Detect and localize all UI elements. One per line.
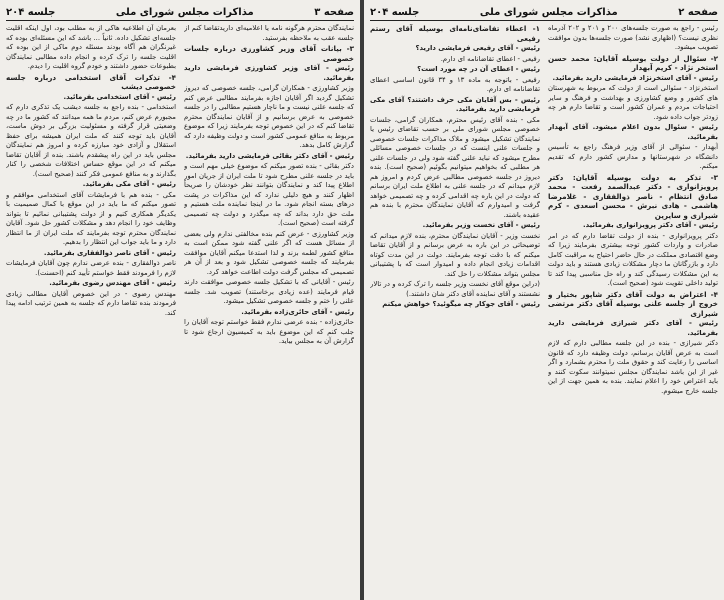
- paragraph: وزیر کشاورزی - همکاران گرامی، جلسه خصوصی که دیروز تشکیل گردید اگر آقایان اجازه بفرمایند مطالبی عرض کنم که جلسه علنی نیست و ما ناچار هستیم مطالبی را در جلسه خصوصی به عرض برسانیم و از آقایان نمایندگان محترم تقاضا کنم که در این خصوص توجه بفرمایند زیرا که موضوع مربوط به منافع عمومی کشور است و دولت وظیفه دارد که گزارش کامل بدهد.: [184, 84, 354, 149]
- left-page-column-right: [184, 24, 354, 596]
- paragraph: استخرنژاد - سئوالی است از دولت که مربوط به شهرستان های کشور و وضع کشاورزی و بهداشت و فرهنگ و سایر احتیاجات مردم و عمران کشور است و تقاضا دارم هر چه زودتر جواب داده شود.: [548, 84, 718, 121]
- paragraph: رئیس - آقایانی که با تشکیل جلسه خصوصی موافقت دارند قیام فرمایند (عده زیادی برخاستند) تصویب شد. جلسه علنی را ختم و جلسه خصوصی تشکیل میشود.: [184, 278, 354, 305]
- section-heading: ۴- اعتراض به دولت آقای دکتر شاپور بختیار و خروج از جلسه علنی بوسیله آقای دکتر مرتضی شیرازی: [548, 289, 718, 318]
- speaker-line: رئیس - آقای دکتر بقائی فرمایشی دارید بفرمائید.: [185, 151, 354, 160]
- speaker-line: رئیس - آقای ناصر ذوالفقاری بفرمائید.: [43, 248, 176, 257]
- speaker-line: رئیس - آقای وزیر کشاورزی فرمایشی دارید بفرمائید.: [184, 64, 354, 82]
- paragraph: دکتر بقائی - بنده تصور میکنم که موضوع خیلی مهم است و باید در جلسه علنی مطرح شود تا ملت ایران از جریان امور اطلاع پیدا کند و نمایندگان بتوانند نظر خودشان را صریحاً اظهار کنند و هیچ دلیلی ندارد که این مذاکرات در پشت درهای بسته انجام شود. ما در اینجا نماینده ملت هستیم و ملت حق دارد بداند که چه میگذرد و دولت چه تصمیمی گرفته است (صحیح است).: [184, 162, 354, 227]
- paragraph: دکتر شیرازی - بنده در این جلسه مطالبی دارم که لازم است به عرض آقایان برسانم، دولت وظیفه دارد که قانون اساسی را رعایت کند و حقوق ملت را محترم بشمارد و اگر غیر از این باشد نمایندگان مجلس نمیتوانند سکوت کنند و باید اعتراض خود را اعلام نمایند. بنده به همین جهت از این جلسه خارج میشوم.: [548, 339, 718, 395]
- paragraph: وزیر کشاورزی - عرض کنم بنده مخالفتی ندارم ولی بعضی از مسائل هست که اگر علنی گفته شود ممکن است به منافع کشور لطمه بزند و لذا استدعا میکنم آقایان موافقت بفرمایند که جلسه خصوصی تشکیل شود و بعد از آن هر تصمیمی که مجلس گرفت دولت اطاعت خواهد کرد.: [184, 229, 354, 276]
- speaker-line: رئیس - آقای مکی بفرمائید.: [82, 180, 176, 188]
- speaker-line: رئیس - آقای استخدامی بفرمائید.: [63, 92, 176, 101]
- speaker-line: رئیس - آقای استخرنژاد فرمایشی دارید بفرمائید.: [552, 73, 718, 82]
- left-page: [0, 0, 360, 600]
- right-page-columns: [370, 24, 718, 596]
- right-page-column-right: [548, 24, 718, 596]
- paragraph: آبهدار - سئوالی از آقای وزیر فرهنگ راجع به تأسیس دانشگاه در شهرستانها و مدارس کشور دارم که تقدیم میکنم.: [548, 143, 718, 170]
- right-header-page-number: صفحه ۲: [678, 6, 718, 18]
- right-page-header: [370, 4, 718, 21]
- left-header-session: جلسه ۲۰۴: [6, 6, 56, 18]
- speaker-line: رئیس - آقای نخست وزیر بفرمائید.: [422, 221, 540, 229]
- left-page-columns: [6, 24, 354, 596]
- speaker-line: رئیس - اعطای آن در چه مورد است؟: [417, 65, 540, 73]
- section-heading: ۱- اعطاء تفاضای‌نامه‌ای بوسیله آقای رستم رفیعی: [370, 24, 540, 43]
- paragraph: بعرمان آن اطلاعیه هاکی از به مطلب بود، اول اینکه اقلیت جلسه‌ای تشکیل داده. ثانیاً ... باشد که این مسئله‌ای بوده که غیرنگران هم آگاه بودند مسئله دوم ماکی از این بوده که اقلیت جلسه را ترک کرده و انجام داده مطالبی نمایندگان بطبوعات حضور داشتند و خودم گروه اقلیت را دیدم.: [6, 24, 176, 70]
- right-page-column-left: [370, 24, 540, 596]
- right-header-title: مذاکرات مجلس شورای ملی: [479, 6, 618, 18]
- section-heading: ۲- سئوال از دولت بوسیله آقایان: محمد حسن استخر نژاد - کریم آبهدار: [548, 53, 718, 72]
- left-header-page-number: صفحه ۳: [314, 6, 354, 18]
- speaker-line: رئیس - آقای جوکار چه میگوئید؟ خواهش میکنم: [382, 300, 540, 308]
- speaker-line: رئیس - بس آقایان مکی حرف داشتند؟ آقای مکی فرمایشی دارید بفرمائید.: [370, 95, 540, 113]
- left-page-header: [6, 4, 354, 21]
- paragraph: استخدامی - بنده راجع به جلسه دیشب یک تذکری دارم که مجبورم عرض کنم، مردم ما همه میدانند که کشور ما در چه وضعیتی قرار گرفته و مسئولیت بزرگی بر دوش ماست، آقایان باید توجه کنند که ملت ایران همیشه برای حفظ استقلال و آزادی خود مبارزه کرده و امروز هم نمایندگان مجلس باید در این راه پیشقدم باشند. بنده از آقایان تقاضا میکنم که در این موقع حساس اختلافات شخصی را کنار بگذارند و به منافع عمومی فکر کنند (صحیح است).: [6, 103, 176, 178]
- speaker-line: رئیس - سئوال بدون اعلام میشود. آقای آبهدار بفرمائید.: [548, 123, 718, 141]
- section-heading: ۳- تذکر به دولت بوسیله آقایان: دکتر پرویزانواری - دکتر عبدالصمد رفعت - محمد صادق انتظام - ناصر ذوالفقاری - غلامرضا هاشمی - هادی نبرش - محسن اسعدی - کرم شیرازی و سایرین: [548, 172, 718, 220]
- paragraph: حائری‌زاده - بنده عرضی ندارم فقط خواستم توجه آقایان را جلب کنم که این موضوع باید به کمیسیون ارجاع شود تا گزارش آن به مجلس بیاید.: [184, 318, 354, 345]
- paragraph: (دراین موقع آقای نخست وزیر جلسه را ترک کرده و در تالار نشستند و آقای نماینده آقای دکتر شان داشتند.): [370, 280, 540, 298]
- paragraph: نمایندگان محترم هرگونه نامه یا اعلامیه‌ای داریدتقاضا کنم از جلسه عقب به ملاحظه بفرستید.: [184, 24, 354, 42]
- speaker-line: رئیس - آقای حائری‌زاده بفرمائید.: [241, 307, 354, 316]
- right-page: [364, 0, 724, 600]
- paragraph: مکی - بنده هم با فرمایشات آقای استخدامی موافقم و تصور میکنم که ما باید در این موقع با کمال صمیمیت با یکدیگر همکاری کنیم و از دولت پشتیبانی نمائیم تا بتواند وظایف خود را انجام دهد و مشکلات کشور حل شود. آقایان نمایندگان محترم توجه بفرمایند که ملت ایران از ما انتظار دارد و ما باید جواب این انتظار را بدهیم.: [6, 190, 176, 246]
- section-heading: ۴- تذکرات آقای استخدامی درباره جلسه خصوصی دیشب: [6, 72, 176, 91]
- speaker-line: رئیس - آقای دکتر پرویزانواری بفرمائید.: [582, 221, 718, 229]
- section-heading: ۳- بیانات آقای وزیر کشاورزی درباره جلسات خصوصی: [184, 44, 354, 63]
- paragraph: نخست وزیر - آقایان نمایندگان محترم، بنده لازم میدانم که توضیحاتی در این باره به عرض برسانم و از آقایان تقاضا میکنم که با دقت توجه بفرمایند. دولت در این مدت کوتاه اقدامات زیادی انجام داده و امیدوار است که با پشتیبانی مجلس بتواند مشکلات را حل کند.: [370, 231, 540, 278]
- paragraph: رئیس - راجع به صورت جلسه‌های ۲۰۰ و ۲۰۱ و ۲۰۲ آذرماه نظری نیست؟ (اظهاری نشد) صورت جلسه‌ها بدون موافقت تصویب میشود.: [548, 24, 718, 51]
- paragraph: مکی - بنده آقای رئیس محترم، همکاران گرامی، جلسات خصوصی مجلس شورای ملی بر حسب تقاضای رئیس یا نمایندگان تشکیل میشود و ملاک مذاکرات جلسات خصوصی و جلسات علنی اینست که در جلسات خصوصی مسائلی مطرح میشود که نباید علنی گفته شود ولی در جلسات علنی هر مطلبی که بخواهیم میتوانیم بگوئیم (صحیح است). بنده دیروز در جلسه خصوصی مطالبی عرض کردم و امروز هم لازم میدانم که در جلسه علنی به اطلاع ملت ایران برسانم که دولت در این باره چه اقدامی کرده و چه تصمیمی خواهد گرفت و امیدوارم که آقایان نمایندگان محترم با بنده هم عقیده باشند.: [370, 115, 540, 219]
- right-header-session: جلسه ۲۰۴: [370, 6, 420, 18]
- left-header-title: مذاکرات مجلس شورای ملی: [115, 6, 254, 18]
- speaker-line: رئیس - آقای مهندس رضوی بفرمائید.: [49, 279, 176, 287]
- paragraph: رفیعی - باتوجه به ماده ۱۳ و ۳۴ قانون اساسی اعطای تقاضانامه ای دارم.: [370, 75, 540, 93]
- paragraph: مهندس رضوی - در این خصوص آقایان مطالب زیادی فرمودند بنده تقاضا دارم که جلسه به همین ترتیب ادامه پیدا کند.: [6, 289, 176, 317]
- paragraph: ناصر ذوالفقاری - بنده عرضی ندارم چون آقایان فرمایشات لازم را فرمودند فقط خواستم تأیید کنم (احسنت).: [6, 259, 176, 277]
- paragraph: رفیعی - اعطای تقاضانامه ای دارم.: [440, 54, 540, 63]
- speaker-line: رئیس - آقای رفیعی فرمایشی دارید؟: [415, 44, 540, 52]
- paragraph: دکتر پرویزانواری - بنده از دولت تقاضا دارم که در امر صادرات و واردات کشور توجه بیشتری بفرمایند زیرا که وضع اقتصادی مملکت در حال حاضر احتیاج به مراقبت کامل دارد و بازرگانان ما دچار مشکلات زیادی هستند و باید دولت به این مشکلات رسیدگی کند و راه حل مناسبی پیدا کند تا تولید داخلی تقویت شود (صحیح است).: [548, 231, 718, 287]
- speaker-line: رئیس - آقای دکتر شیرازی فرمایشی دارید بفرمائید.: [548, 319, 718, 337]
- left-page-column-left: [6, 24, 176, 596]
